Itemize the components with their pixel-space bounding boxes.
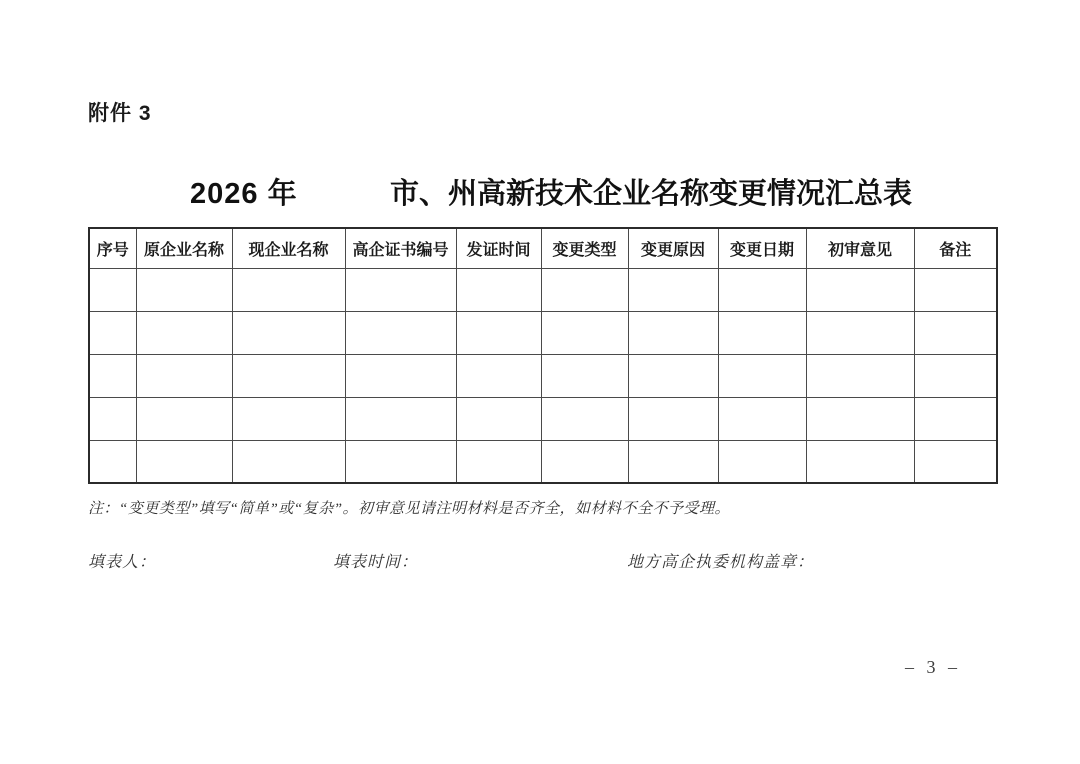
title-year: 2026 年 <box>190 178 298 210</box>
column-header-certificate-number: 高企证书编号 <box>345 228 456 268</box>
name-change-summary-table <box>88 227 998 484</box>
table-cell <box>345 354 456 397</box>
table-cell <box>806 397 914 440</box>
table-cell <box>806 311 914 354</box>
table-cell <box>89 440 136 483</box>
table-cell <box>232 354 345 397</box>
table-cell <box>89 311 136 354</box>
column-header-serial-number: 序号 <box>89 228 136 268</box>
table-cell <box>456 397 541 440</box>
column-header-change-type: 变更类型 <box>541 228 628 268</box>
attachment-label: 附件 3 <box>88 102 152 125</box>
table-cell <box>345 311 456 354</box>
table-cell <box>914 268 997 311</box>
table-cell <box>914 354 997 397</box>
table-cell <box>628 440 718 483</box>
column-header-change-reason: 变更原因 <box>628 228 718 268</box>
table-cell <box>456 268 541 311</box>
table-cell <box>718 440 806 483</box>
table-cell <box>456 311 541 354</box>
table-cell <box>232 311 345 354</box>
table-cell <box>541 268 628 311</box>
page-number: – 3 – <box>905 657 961 677</box>
table-cell <box>541 354 628 397</box>
table-cell <box>718 268 806 311</box>
column-header-remarks: 备注 <box>914 228 997 268</box>
table-cell <box>456 440 541 483</box>
column-header-initial-review-opinion: 初审意见 <box>806 228 914 268</box>
table-row <box>89 397 997 440</box>
table-cell <box>541 397 628 440</box>
table-cell <box>456 354 541 397</box>
table-cell <box>718 397 806 440</box>
column-header-issue-date: 发证时间 <box>456 228 541 268</box>
document-title <box>0 171 1080 210</box>
table-cell <box>232 397 345 440</box>
table-cell <box>628 397 718 440</box>
table-cell <box>89 397 136 440</box>
table-cell <box>914 397 997 440</box>
filler-name-label: 填表人： <box>88 554 157 571</box>
table-cell <box>628 268 718 311</box>
table-cell <box>89 354 136 397</box>
table-cell <box>806 268 914 311</box>
table-cell <box>541 440 628 483</box>
table-header-row <box>89 228 997 268</box>
table-cell <box>136 397 232 440</box>
table-cell <box>806 440 914 483</box>
table-cell <box>345 440 456 483</box>
table-row <box>89 268 997 311</box>
table-cell <box>232 268 345 311</box>
title-main-text: 市、州高新技术企业名称变更情况汇总表 <box>390 178 913 210</box>
table-cell <box>914 311 997 354</box>
table-row <box>89 440 997 483</box>
table-cell <box>345 268 456 311</box>
table-cell <box>718 354 806 397</box>
table-cell <box>806 354 914 397</box>
form-footer <box>0 549 1080 573</box>
table-row <box>89 311 997 354</box>
table-footnote: 注：“变更类型”填写“简单”或“复杂”。初审意见请注明材料是否齐全，如材料不全不予受理。 <box>88 501 731 517</box>
column-header-original-company-name: 原企业名称 <box>136 228 232 268</box>
table-cell <box>136 268 232 311</box>
column-header-current-company-name: 现企业名称 <box>232 228 345 268</box>
table-cell <box>136 440 232 483</box>
table-cell <box>718 311 806 354</box>
table-cell <box>628 311 718 354</box>
table-cell <box>136 354 232 397</box>
fill-time-label: 填表时间： <box>333 554 419 571</box>
table-cell <box>541 311 628 354</box>
table-cell <box>89 268 136 311</box>
column-header-change-date: 变更日期 <box>718 228 806 268</box>
table-cell <box>136 311 232 354</box>
table-cell <box>914 440 997 483</box>
table-cell <box>232 440 345 483</box>
table-cell <box>628 354 718 397</box>
org-stamp-label: 地方高企执委机构盖章： <box>627 554 815 571</box>
table-cell <box>345 397 456 440</box>
table-row <box>89 354 997 397</box>
